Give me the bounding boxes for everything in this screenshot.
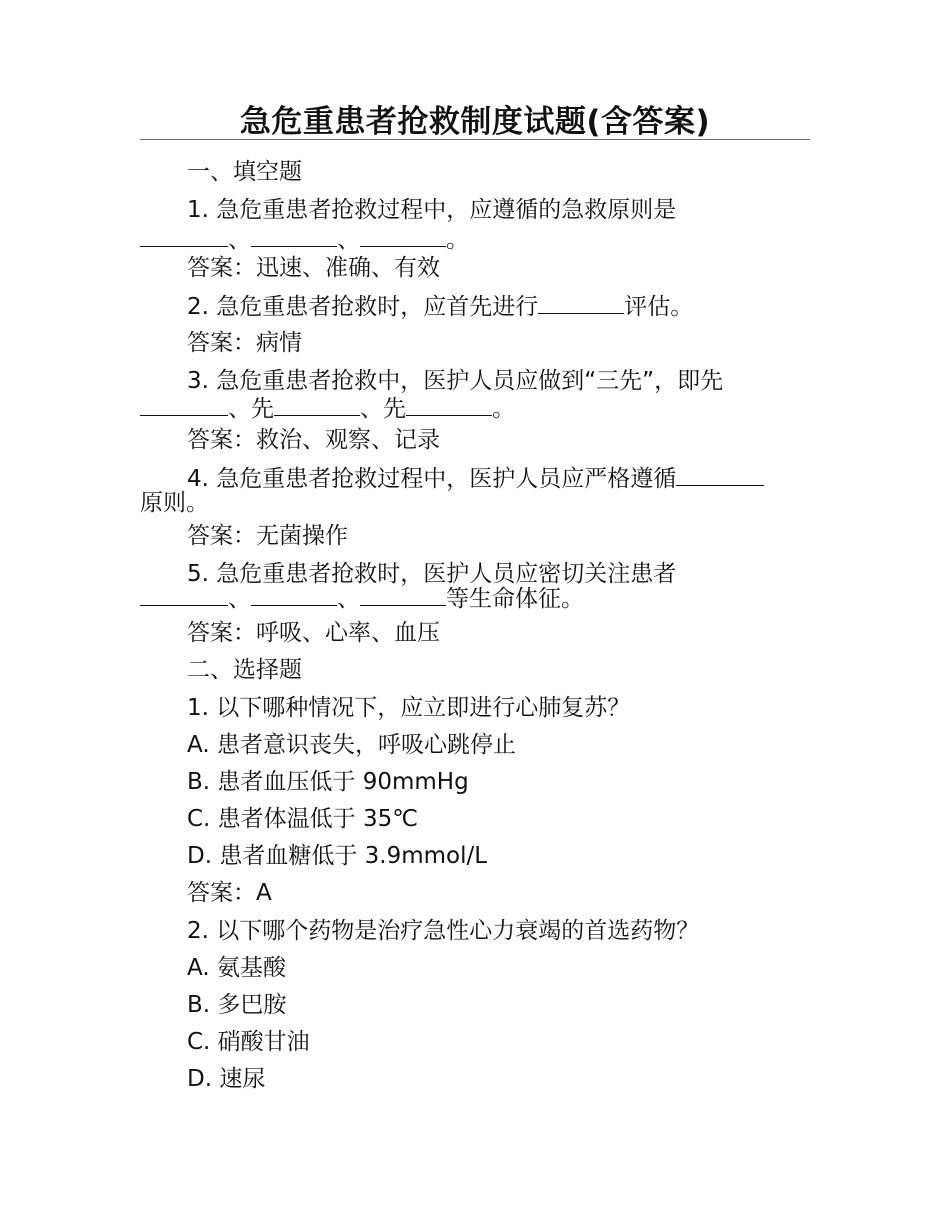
answer-blank bbox=[274, 393, 360, 416]
answer-blank bbox=[251, 583, 337, 606]
choice-question-2-option-c: C. 硝酸甘油 bbox=[187, 1029, 310, 1055]
question-5-text: 5. 急危重患者抢救时，医护人员应密切关注患者 bbox=[187, 561, 677, 587]
section-heading-multiple-choice: 二、选择题 bbox=[187, 657, 302, 683]
answer-5: 答案：呼吸、心率、血压 bbox=[187, 620, 440, 646]
answer-blank bbox=[140, 224, 228, 247]
separator: 、先 bbox=[360, 396, 406, 422]
answer-3: 答案：救治、观察、记录 bbox=[187, 427, 440, 453]
sentence-end: 等生命体征。 bbox=[446, 586, 584, 612]
question-1-blanks bbox=[140, 224, 810, 255]
question-3-text: 3. 急危重患者抢救中，医护人员应做到“三先”，即先 bbox=[187, 368, 724, 394]
separator: 、 bbox=[337, 586, 360, 612]
answer-blank bbox=[360, 224, 446, 247]
choice-question-2-option-a: A. 氨基酸 bbox=[187, 955, 286, 981]
separator: 、 bbox=[337, 227, 360, 253]
title-underline bbox=[140, 139, 810, 140]
answer-blank bbox=[251, 224, 337, 247]
answer-blank bbox=[406, 393, 492, 416]
separator: 、 bbox=[228, 227, 251, 253]
question-4-end: 原则。 bbox=[140, 490, 209, 516]
sentence-end: 。 bbox=[492, 396, 515, 422]
choice-question-1-option-d: D. 患者血糖低于 3.9mmol/L bbox=[187, 843, 488, 869]
sentence-end: 。 bbox=[446, 227, 469, 253]
separator: 、先 bbox=[228, 396, 274, 422]
question-2-prefix: 2. 急危重患者抢救时，应首先进行 bbox=[187, 294, 539, 320]
choice-question-2-text: 2. 以下哪个药物是治疗急性心力衰竭的首选药物？ bbox=[187, 918, 700, 944]
choice-answer-1: 答案：A bbox=[187, 880, 272, 906]
answer-2: 答案：病情 bbox=[187, 330, 302, 356]
choice-question-1-option-a: A. 患者意识丧失，呼吸心跳停止 bbox=[187, 732, 516, 758]
question-5-blanks bbox=[140, 583, 810, 614]
question-1-text: 1. 急危重患者抢救过程中，应遵循的急救原则是 bbox=[187, 197, 677, 223]
answer-1: 答案：迅速、准确、有效 bbox=[187, 255, 440, 281]
answer-blank bbox=[676, 463, 764, 486]
answer-blank bbox=[140, 583, 228, 606]
choice-question-1-option-c: C. 患者体温低于 35℃ bbox=[187, 806, 419, 832]
section-heading-fill-in: 一、填空题 bbox=[187, 159, 302, 185]
choice-question-1-text: 1. 以下哪种情况下，应立即进行心肺复苏？ bbox=[187, 695, 631, 721]
question-2-suffix: 评估。 bbox=[624, 294, 694, 320]
answer-blank bbox=[538, 291, 624, 314]
answer-4: 答案：无菌操作 bbox=[187, 523, 348, 549]
question-3-blanks bbox=[140, 393, 810, 424]
separator: 、 bbox=[228, 586, 251, 612]
answer-blank bbox=[140, 393, 228, 416]
choice-question-1-option-b: B. 患者血压低于 90mmHg bbox=[187, 769, 469, 795]
choice-question-2-option-b: B. 多巴胺 bbox=[187, 992, 287, 1018]
question-4-prefix: 4. 急危重患者抢救过程中，医护人员应严格遵循 bbox=[187, 466, 677, 492]
answer-blank bbox=[360, 583, 446, 606]
choice-question-2-option-d: D. 速尿 bbox=[187, 1066, 266, 1092]
page-title: 急危重患者抢救制度试题(含答案) bbox=[239, 104, 711, 140]
question-2-text bbox=[187, 291, 810, 322]
